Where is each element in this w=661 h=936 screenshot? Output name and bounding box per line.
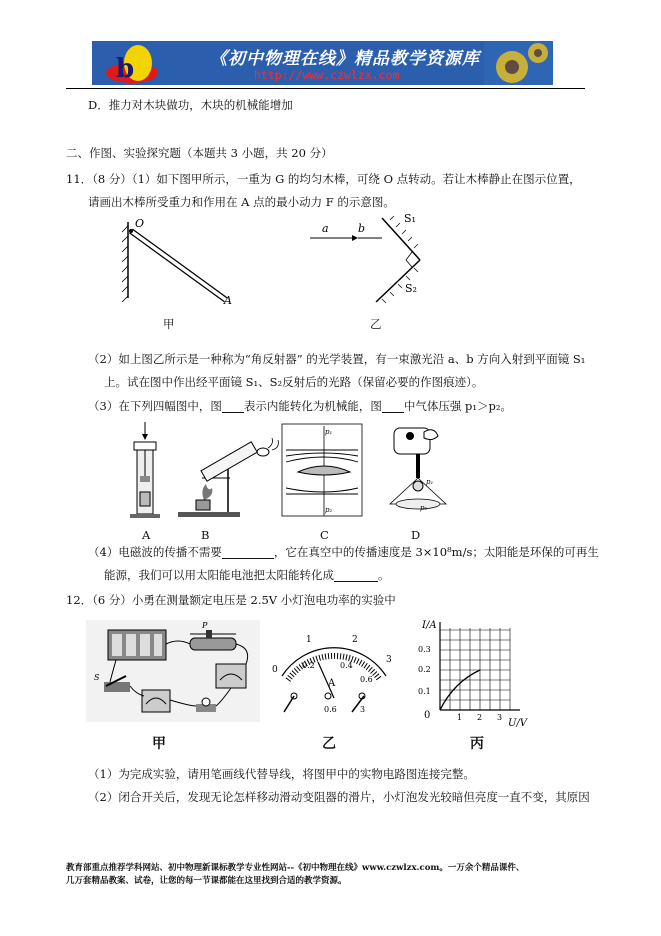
panel-a-compression xyxy=(130,422,160,518)
panel-d-funnel xyxy=(390,428,446,512)
footer-line2: 几万套精品教案、试卷，让您的每一节课都能在这里找到合适的教学资源。 xyxy=(66,876,347,886)
header-banner xyxy=(92,41,553,85)
panel-b-steam xyxy=(178,438,278,517)
q11-3-blank-2[interactable] xyxy=(382,401,404,413)
q11-3-part-b: 表示内能转化为机械能，图 xyxy=(243,399,382,413)
q12-part1: （1）为完成实验，请用笔画线代替导线，将图甲中的实物电路图连接完整。 xyxy=(88,767,475,781)
battery-pack-icon xyxy=(108,630,166,660)
logo-letter: b xyxy=(116,54,135,84)
label-a: A xyxy=(224,294,232,307)
q11-4-line2-a: 能源，我们可以用太阳能电池把太阳能转化成 xyxy=(104,568,334,582)
graph-grid xyxy=(440,628,510,710)
panel-c-airfoil xyxy=(282,424,362,516)
meter-unit: A xyxy=(328,678,336,689)
panel-label-b: B xyxy=(201,528,210,542)
mirror-s2 xyxy=(376,260,420,302)
panel-label-a: A xyxy=(142,528,151,542)
label-s1: S₁ xyxy=(404,212,416,225)
meter-scale-3: 3 xyxy=(386,655,392,665)
graph-xlabel: U/V xyxy=(508,718,528,729)
footer-line1: 教育部重点推荐学科网站、初中物理新课标教学专业性网站--《初中物理在线》www.czwlzx.com。一万余个精品课件、 xyxy=(66,863,525,873)
meter-scale-0: 0 xyxy=(272,665,278,675)
fig12-bing-caption: 丙 xyxy=(470,736,484,752)
panel-d-p2: p₂ xyxy=(420,504,428,512)
pivot-point xyxy=(129,229,133,233)
switch-label: S xyxy=(94,673,100,682)
fig11-jia-caption: 甲 xyxy=(163,317,175,331)
graph-ytick-03: 0.3 xyxy=(418,645,431,654)
q12-part2: （2）闭合开关后，发现无论怎样移动滑动变阻器的滑片，小灯泡发光较暗但亮度一直不变，其原因 xyxy=(88,790,590,804)
q11-4-blank-2[interactable] xyxy=(334,570,378,582)
meter-scale-1: 1 xyxy=(306,635,312,645)
q11-4-line2 xyxy=(104,568,390,582)
banner-url[interactable]: http://www.czwlzx.com xyxy=(254,68,400,82)
ammeter-icon xyxy=(142,690,170,712)
graph-xtick-1: 1 xyxy=(457,713,463,722)
panel-c-p1: p₁ xyxy=(325,428,333,436)
voltmeter-icon xyxy=(216,664,246,688)
q12-line1: 12．（6 分）小勇在测量额定电压是 2.5V 小灯泡电功率的实验中 xyxy=(66,593,396,607)
figure-11-yi xyxy=(310,210,430,310)
graph-xtick-3: 3 xyxy=(497,713,503,722)
section2-title: 二、作图、实验探究题（本题共 3 小题，共 20 分） xyxy=(66,146,333,160)
figure-11-jia xyxy=(120,212,240,332)
panel-c-p2: p₂ xyxy=(325,506,333,514)
terminal-3: 3 xyxy=(360,705,366,714)
terminal-06: 0.6 xyxy=(324,705,337,714)
q11-4-part-b: ，它在真空中的传播速度是 3×10⁸m/s；太阳能是环保的可再生 xyxy=(273,545,599,559)
panel-label-d: D xyxy=(411,528,421,542)
fig12-jia-caption: 甲 xyxy=(152,736,166,752)
fig12-yi-caption: 乙 xyxy=(322,736,336,752)
figure-12-bing-graph xyxy=(410,618,534,734)
footer xyxy=(66,862,606,888)
q11-4-line2-b: 。 xyxy=(378,568,390,582)
figure-12-yi-meter xyxy=(268,632,400,722)
label-b-ray: b xyxy=(358,222,366,235)
banner-title: 《初中物理在线》精品教学资源库 xyxy=(210,49,480,69)
q11-line2: 请画出木棒所受重力和作用在 A 点的最小动力 F 的示意图。 xyxy=(88,195,395,209)
meter-scale-04: 0.4 xyxy=(340,661,353,670)
graph-ylabel: I/A xyxy=(422,620,437,631)
meter-scale-06: 0.6 xyxy=(360,675,373,684)
panel-d-p1: p₁ xyxy=(426,478,434,486)
option-d: D．推力对木块做功，木块的机械能增加 xyxy=(88,98,293,112)
meter-scale-2: 2 xyxy=(352,635,358,645)
header-rule xyxy=(66,88,585,89)
q11-4-line1 xyxy=(88,545,599,559)
label-s2: S₂ xyxy=(405,282,417,295)
q11-3-blank-1[interactable] xyxy=(222,401,244,413)
q11-line1: 11．（8 分）（1）如下图甲所示，一重为 G 的均匀木棒，可绕 O 点转动。若让木棒静止在图示位置， xyxy=(66,172,581,186)
figure-11-3-panels xyxy=(118,420,478,524)
graph-ytick-02: 0.2 xyxy=(418,665,431,674)
graph-origin: 0 xyxy=(424,710,431,721)
panel-label-c: C xyxy=(320,528,329,542)
q11-3-line xyxy=(88,399,512,413)
q11-3-part-c: 中气体压强 p₁＞p₂。 xyxy=(403,399,512,413)
label-a-ray: a xyxy=(322,222,329,235)
fig11-yi-caption: 乙 xyxy=(370,317,382,331)
q11-3-part-a: （3）在下列四幅图中，图 xyxy=(88,399,222,413)
q11-4-part-a: （4）电磁波的传播不需要 xyxy=(88,545,222,559)
q11-2-line2: 上。试在图中作出经平面镜 S₁、S₂反射后的光路（保留必要的作图痕迹）。 xyxy=(104,375,484,389)
rheostat-label: P xyxy=(202,621,208,630)
q11-2-line1: （2）如上图乙所示是一种称为“角反射器” 的光学装置，有一束激光沿 a、b 方向入射到平面镜 S₁ xyxy=(88,352,586,366)
figure-12-jia-circuit xyxy=(86,620,260,722)
q11-4-blank-1[interactable] xyxy=(222,547,274,559)
meter-scale-02: 0.2 xyxy=(302,661,315,670)
label-o: O xyxy=(135,217,145,230)
graph-xtick-2: 2 xyxy=(477,713,483,722)
graph-ytick-01: 0.1 xyxy=(418,687,431,696)
